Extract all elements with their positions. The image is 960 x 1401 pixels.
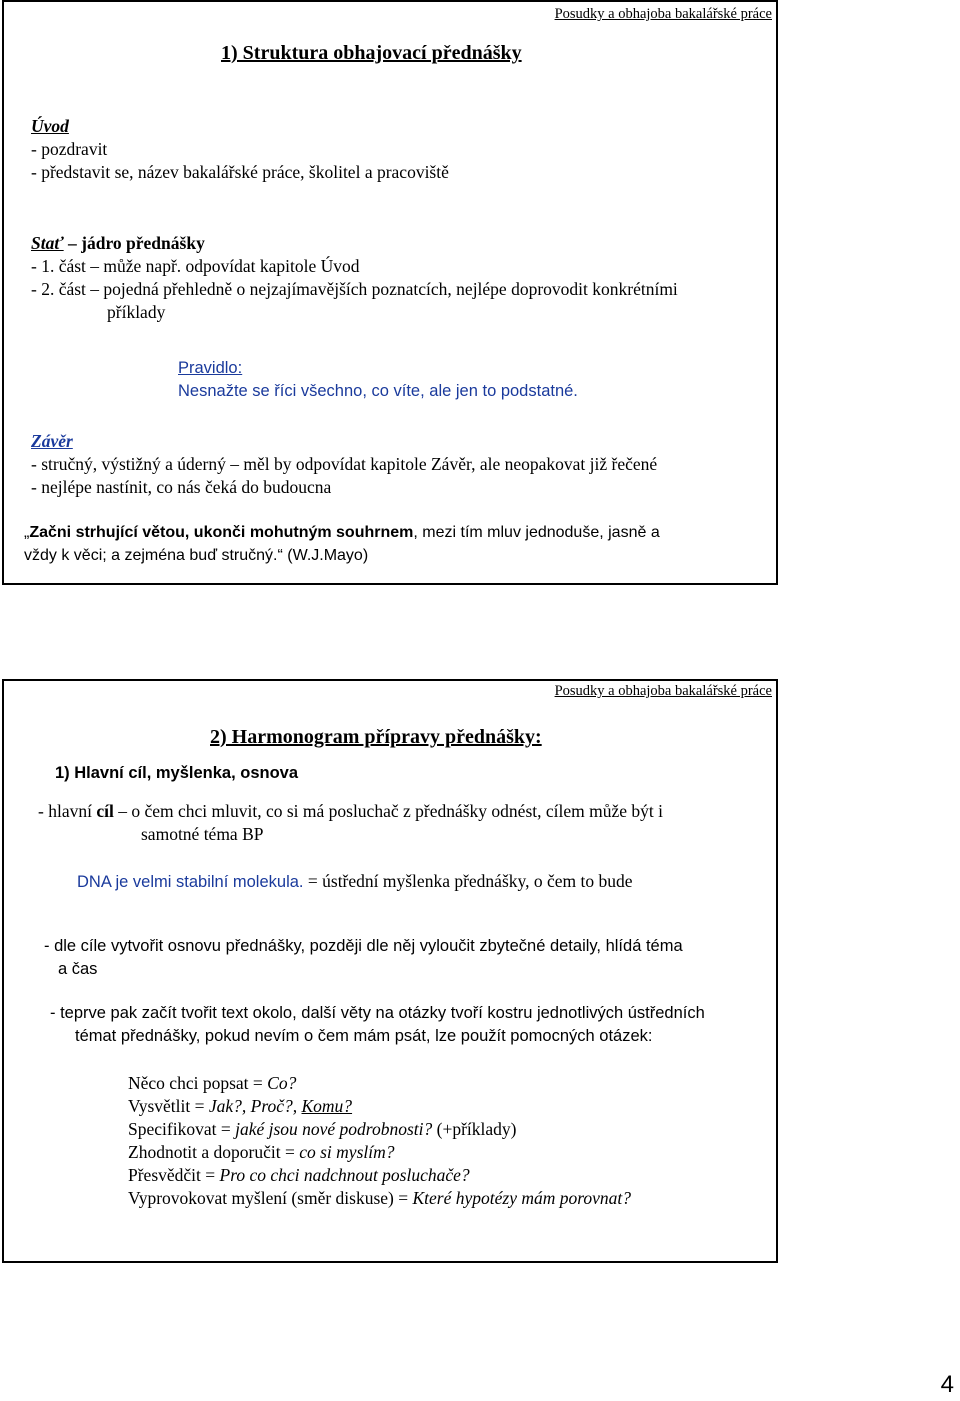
question-item: Něco chci popsat = Co?	[128, 1073, 297, 1093]
rule-text: Nesnažte se říci všechno, co víte, ale jen to podstatné.	[178, 382, 578, 400]
stat-heading-suffix: – jádro přednášky	[63, 233, 205, 253]
slide-title: 1) Struktura obhajovací přednášky	[221, 42, 522, 64]
rule-box	[178, 357, 578, 403]
dna-example: DNA je velmi stabilní molekula.	[77, 873, 304, 891]
text-item: - teprve pak začít tvořit text okolo, další věty na otázky tvoří kostru jednotlivých ústředních témat přednášky, pokud nevím o čem mám psát, lze použít pomocných otázek:	[50, 1004, 705, 1045]
goal-bold: cíl	[96, 801, 114, 821]
dna-rest: = ústřední myšlenka přednášky, o čem to bude	[303, 871, 633, 891]
dna-item	[77, 870, 633, 894]
list-item: - nejlépe nastínit, co nás čeká do budoucna	[31, 477, 332, 497]
slide-title: 2) Harmonogram přípravy přednášky:	[210, 726, 542, 748]
questions-list	[128, 1072, 631, 1210]
question-item: Specifikovat = jaké jsou nové podrobnosti? (+příklady)	[128, 1119, 517, 1139]
stat-heading: Stať	[31, 233, 64, 253]
list-item-cont: příklady	[107, 302, 166, 322]
uvod-section	[31, 115, 449, 184]
slide-header: Posudky a obhajoba bakalářské práce	[554, 6, 772, 22]
stat-section	[31, 232, 678, 324]
slide-subtitle: 1) Hlavní cíl, myšlenka, osnova	[55, 764, 299, 782]
question-item: Vysvětlit = Jak?, Proč?, Komu?	[128, 1096, 353, 1116]
quote: „Začni strhující větou, ukonči mohutným souhrnem, mezi tím mluv jednoduše, jasně a vždy k věci; a zejména buď stručný.“ (W.J.Mayo)	[24, 521, 660, 567]
page-number: 4	[940, 1371, 954, 1398]
quote-rest: , mezi tím mluv jednoduše, jasně a	[413, 524, 660, 541]
question-item: Vyprovokovat myšlení (směr diskuse) = Které hypotézy mám porovnat?	[128, 1188, 632, 1208]
slide-1	[2, 0, 778, 585]
question-item: Zhodnotit a doporučit = co si myslím?	[128, 1142, 395, 1162]
outline-item: - dle cíle vytvořit osnovu přednášky, později dle něj vyloučit zbytečné detaily, hlídá téma a čas	[44, 937, 683, 978]
list-item: - stručný, výstižný a úderný – měl by odpovídat kapitole Závěr, ale neopakovat již řečené	[31, 454, 658, 474]
zaver-heading: Závěr	[31, 431, 73, 451]
question-item: Přesvědčit = Pro co chci nadchnout posluchače?	[128, 1165, 470, 1185]
list-item: - představit se, název bakalářské práce, školitel a pracoviště	[31, 162, 449, 182]
zaver-section	[31, 430, 657, 499]
list-item: - 2. část – pojedná přehledně o nejzajímavějších poznatcích, nejlépe doprovodit konkrétními	[31, 279, 678, 299]
uvod-heading: Úvod	[31, 116, 69, 136]
slide-2	[2, 679, 778, 1263]
goal-item: - hlavní cíl – o čem chci mluvit, co si má posluchač z přednášky odnést, cílem může být i samotné téma BP	[38, 801, 663, 844]
quote-line2: vždy k věci; a zejména buď stručný.“ (W.J.Mayo)	[24, 547, 369, 564]
goal-cont: samotné téma BP	[141, 824, 264, 844]
rule-label: Pravidlo:	[178, 359, 243, 377]
slide-header: Posudky a obhajoba bakalářské práce	[554, 683, 772, 699]
list-item: - pozdravit	[31, 139, 108, 159]
quote-bold: Začni strhující větou, ukonči mohutným souhrnem	[29, 524, 414, 541]
list-item: - 1. část – může např. odpovídat kapitole Úvod	[31, 256, 360, 276]
